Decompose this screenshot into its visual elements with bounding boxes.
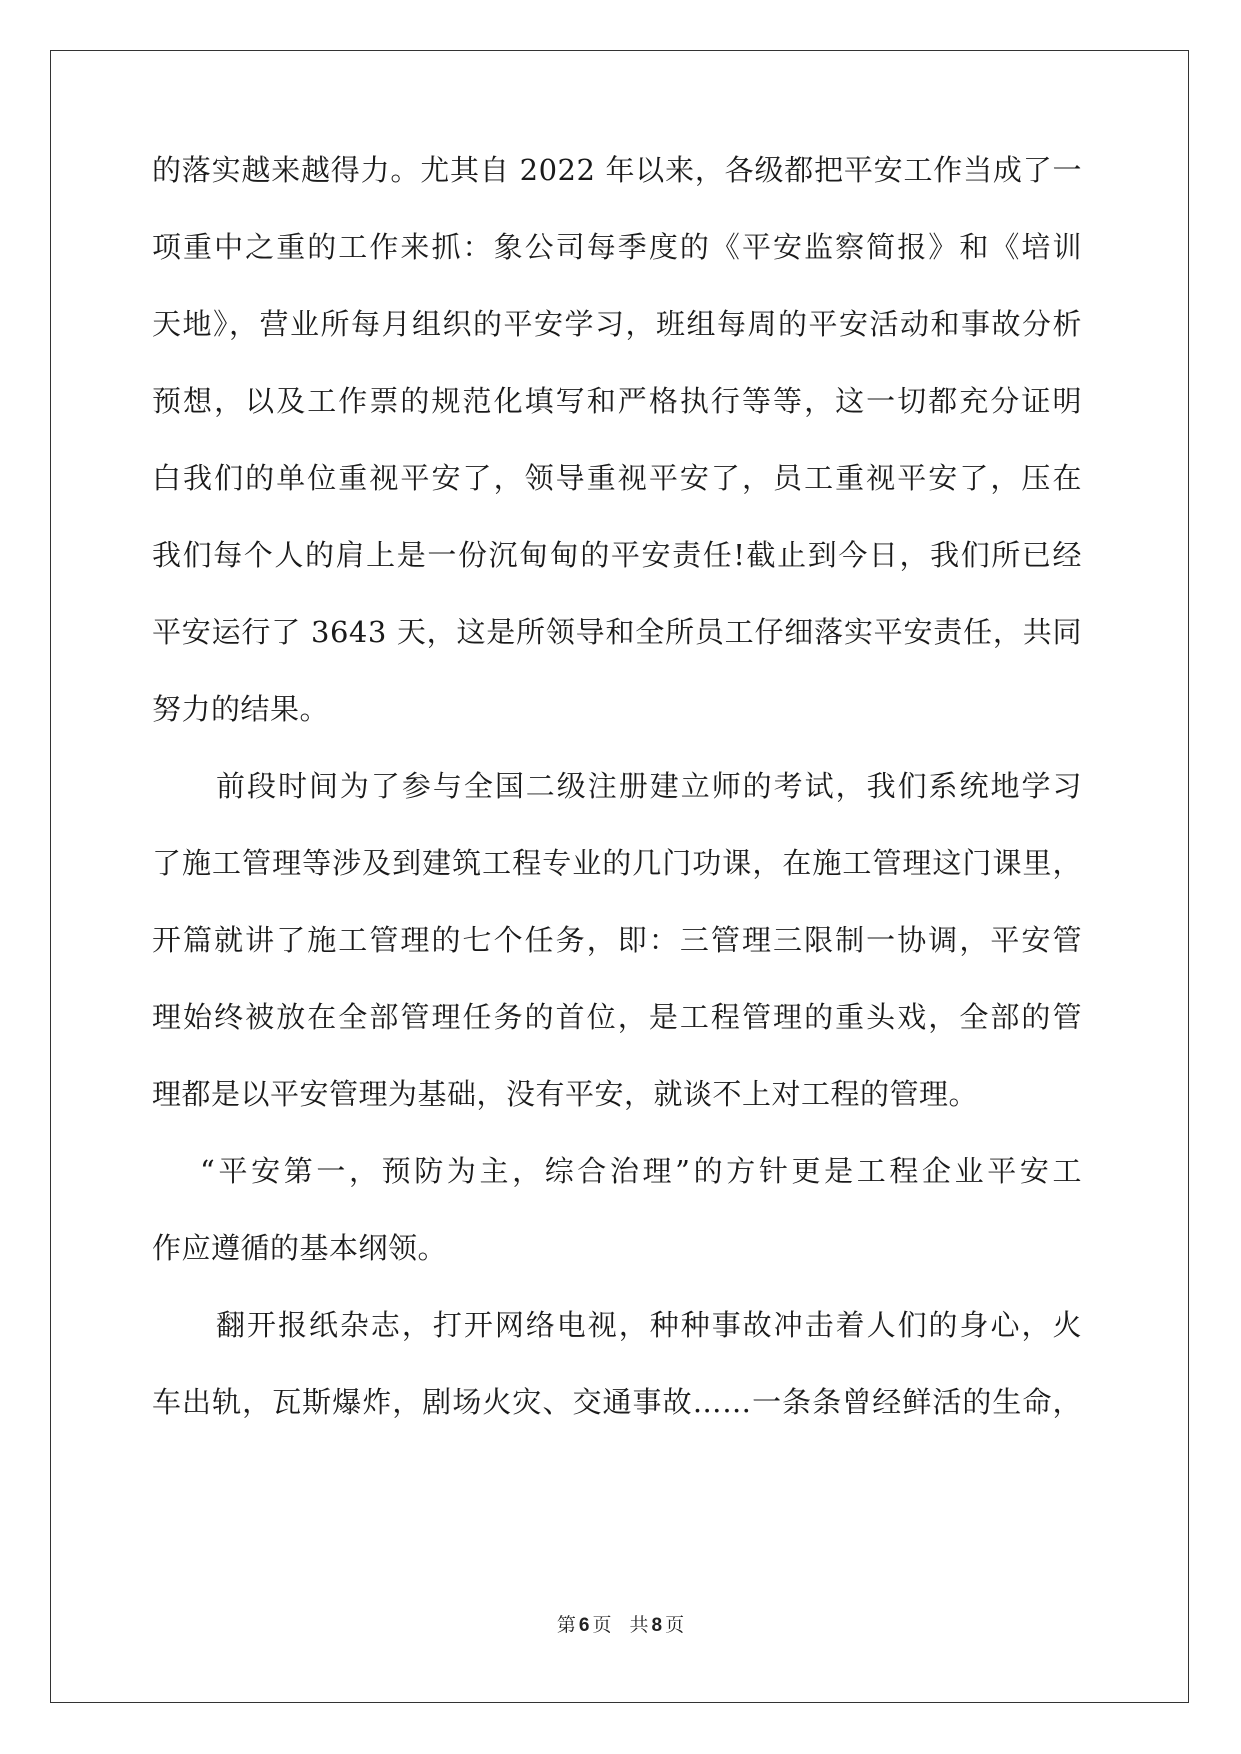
paragraph-first-line: 前段时间为了参与全国二级注册建立师的考试，我们系统地学习 <box>216 769 1082 803</box>
page-footer <box>0 1613 1241 1638</box>
text-line: 作应遵循的基本纲领。 <box>152 1231 448 1265</box>
text-line: 理都是以平安管理为基础，没有平安，就谈不上对工程的管理。 <box>152 1077 979 1111</box>
text-line: 白我们的单位重视平安了，领导重视平安了，员工重视平安了，压在 <box>152 461 1082 495</box>
total-page-number: 8 <box>651 1615 663 1636</box>
text-line: 了施工管理等涉及到建筑工程专业的几门功课，在施工管理这门课里， <box>152 846 1082 880</box>
text-line: 开篇就讲了施工管理的七个任务，即：三管理三限制一协调，平安管 <box>152 923 1082 957</box>
text-line: 车出轨，瓦斯爆炸，剧场火灾、交通事故……一条条曾经鲜活的生命， <box>152 1385 1082 1419</box>
text-line: 项重中之重的工作来抓：象公司每季度的《平安监察简报》和《培训 <box>152 230 1082 264</box>
current-page-number: 6 <box>578 1615 590 1636</box>
page-prefix: 第 <box>556 1614 576 1636</box>
paragraph-first-line: “平安第一，预防为主，综合治理”的方针更是工程企业平安工 <box>200 1154 1082 1188</box>
text-line: 努力的结果。 <box>152 692 330 726</box>
text-line: 平安运行了 3643 天，这是所领导和全所员工仔细落实平安责任，共同 <box>152 615 1082 649</box>
total-prefix: 共 <box>629 1614 649 1636</box>
text-line: 我们每个人的肩上是一份沉甸甸的平安责任!截止到今日，我们所已经 <box>152 538 1082 572</box>
text-line: 天地》，营业所每月组织的平安学习，班组每周的平安活动和事故分析 <box>152 307 1082 341</box>
text-line: 预想，以及工作票的规范化填写和严格执行等等，这一切都充分证明 <box>152 384 1082 418</box>
text-line: 的落实越来越得力。尤其自 2022 年以来，各级都把平安工作当成了一 <box>152 153 1082 187</box>
text-line: 理始终被放在全部管理任务的首位，是工程管理的重头戏，全部的管 <box>152 1000 1082 1034</box>
page-suffix: 页 <box>592 1614 612 1636</box>
paragraph-first-line: 翻开报纸杂志，打开网络电视，种种事故冲击着人们的身心，火 <box>216 1308 1082 1342</box>
total-suffix: 页 <box>665 1614 685 1636</box>
